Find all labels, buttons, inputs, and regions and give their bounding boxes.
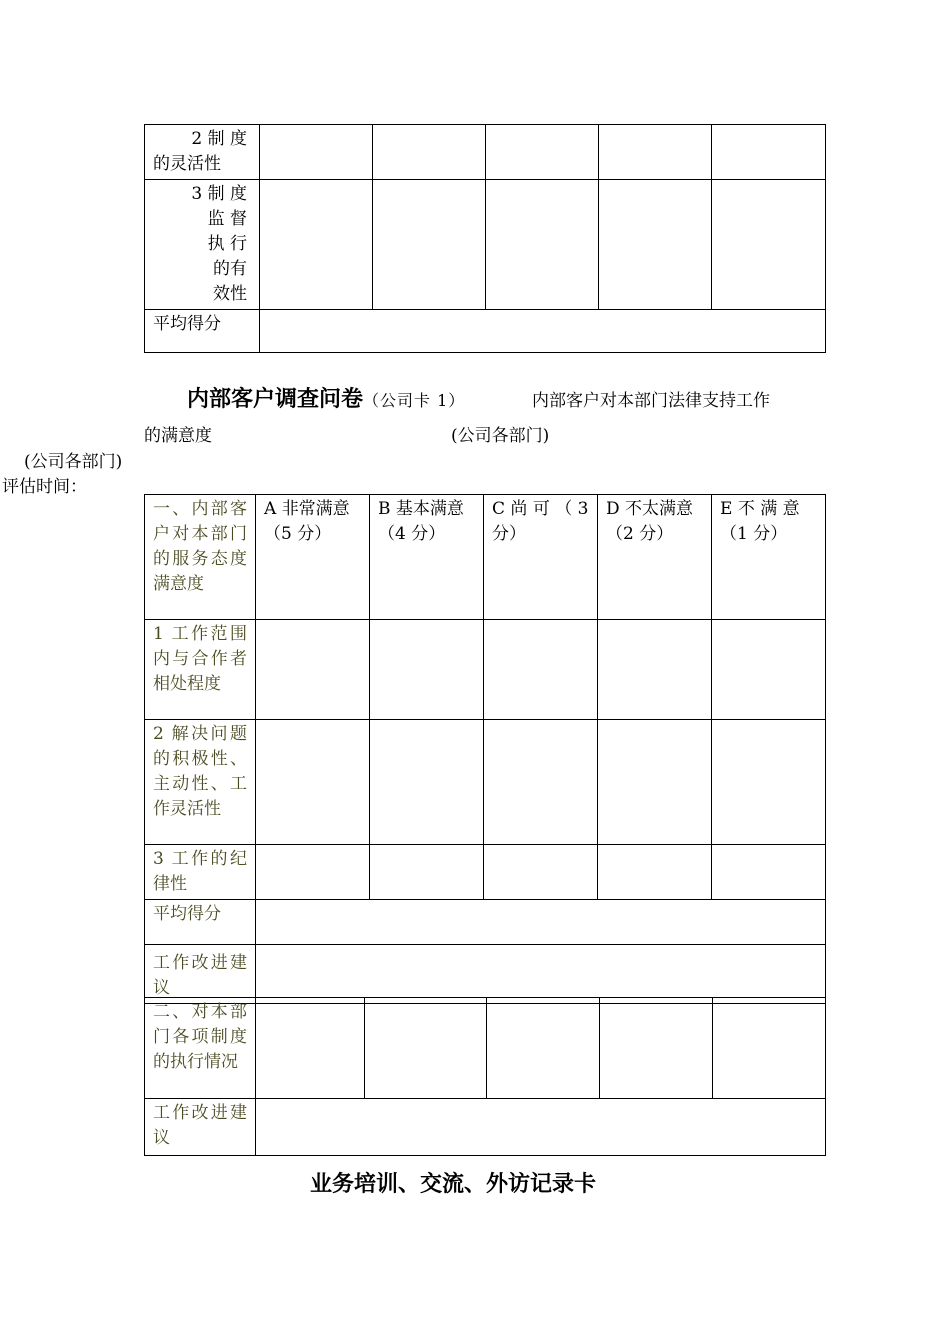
table-row: [145, 125, 826, 180]
score-cell[interactable]: [599, 125, 712, 180]
score-cell[interactable]: [712, 125, 826, 180]
row-label: 2 解决问题的积极性、主动性、工作灵活性: [145, 720, 256, 845]
score-cell[interactable]: [256, 998, 365, 1099]
score-cell[interactable]: [484, 720, 598, 845]
table-row: [145, 310, 826, 353]
suggest-label: 工作改进建议: [145, 945, 256, 1004]
dept-right: (公司各部门): [451, 426, 550, 446]
option-b-header: B 基本满意 （4 分）: [370, 495, 484, 620]
score-cell[interactable]: [712, 180, 826, 310]
policy-execution-table: [144, 997, 826, 1156]
policy-table: [144, 124, 826, 353]
score-cell[interactable]: [598, 720, 712, 845]
survey-title: 内部客户调查问卷: [187, 386, 364, 412]
score-cell[interactable]: [713, 998, 826, 1099]
survey-table: [144, 494, 826, 1004]
option-e-header: E 不 满 意 （1 分）: [712, 495, 826, 620]
score-cell[interactable]: [486, 180, 599, 310]
score-cell[interactable]: [712, 620, 826, 720]
score-cell[interactable]: [370, 720, 484, 845]
score-cell[interactable]: [373, 125, 486, 180]
table-row: [145, 720, 826, 845]
survey-card: （公司卡 1）: [363, 391, 466, 410]
score-cell[interactable]: [598, 620, 712, 720]
option-a-header: A 非常满意 （5 分）: [256, 495, 370, 620]
suggest-label: 工作改进建议: [145, 1099, 256, 1156]
table-row: [145, 845, 826, 900]
score-cell[interactable]: [260, 180, 373, 310]
score-cell[interactable]: [256, 845, 370, 900]
score-cell[interactable]: [486, 125, 599, 180]
avg-label: 平均得分: [145, 310, 260, 353]
score-cell[interactable]: [365, 998, 487, 1099]
suggest-cell[interactable]: [256, 1099, 826, 1156]
avg-score-cell[interactable]: [256, 900, 826, 945]
survey-subtitle-part1: 内部客户对本部门法律支持工作: [532, 391, 770, 411]
score-cell[interactable]: [373, 180, 486, 310]
table-row: [145, 900, 826, 945]
header-first-cell: 一、内部客户对本部门的服务态度满意度: [145, 495, 256, 620]
survey-title-line: [187, 382, 465, 413]
score-cell[interactable]: [256, 720, 370, 845]
score-cell[interactable]: [370, 620, 484, 720]
avg-label: 平均得分: [145, 900, 256, 945]
score-cell[interactable]: [487, 998, 600, 1099]
score-cell[interactable]: [712, 720, 826, 845]
table-row: [145, 180, 826, 310]
survey-subtitle-part2: 的满意度: [144, 426, 212, 446]
option-c-header: C 尚 可 （ 3 分）: [484, 495, 598, 620]
score-cell[interactable]: [712, 845, 826, 900]
row-label: 3 工作的纪律性: [145, 845, 256, 900]
option-d-header: D 不太满意 （2 分）: [598, 495, 712, 620]
header-row: [145, 495, 826, 620]
suggest-cell[interactable]: [256, 945, 826, 1004]
score-cell[interactable]: [484, 845, 598, 900]
next-section-title: 业务培训、交流、外访记录卡: [310, 1171, 597, 1197]
score-cell[interactable]: [484, 620, 598, 720]
table-row: [145, 1099, 826, 1156]
row-label: 1 工作范围内与合作者相处程度: [145, 620, 256, 720]
table-row: [145, 945, 826, 1004]
avg-score-cell[interactable]: [260, 310, 826, 353]
score-cell[interactable]: [598, 845, 712, 900]
row-label: 3 制 度 监 督 执 行 的有 效性: [145, 180, 260, 310]
score-cell[interactable]: [260, 125, 373, 180]
score-cell[interactable]: [256, 620, 370, 720]
row-label: 2 制 度 的灵活性: [145, 125, 260, 180]
dept-left: (公司各部门): [24, 452, 123, 472]
section2-label: 二、对本部门各项制度的执行情况: [145, 998, 256, 1099]
score-cell[interactable]: [370, 845, 484, 900]
eval-time-label: 评估时间：: [2, 477, 87, 497]
table-row: [145, 620, 826, 720]
table-row: [145, 998, 826, 1099]
score-cell[interactable]: [599, 180, 712, 310]
score-cell[interactable]: [600, 998, 713, 1099]
